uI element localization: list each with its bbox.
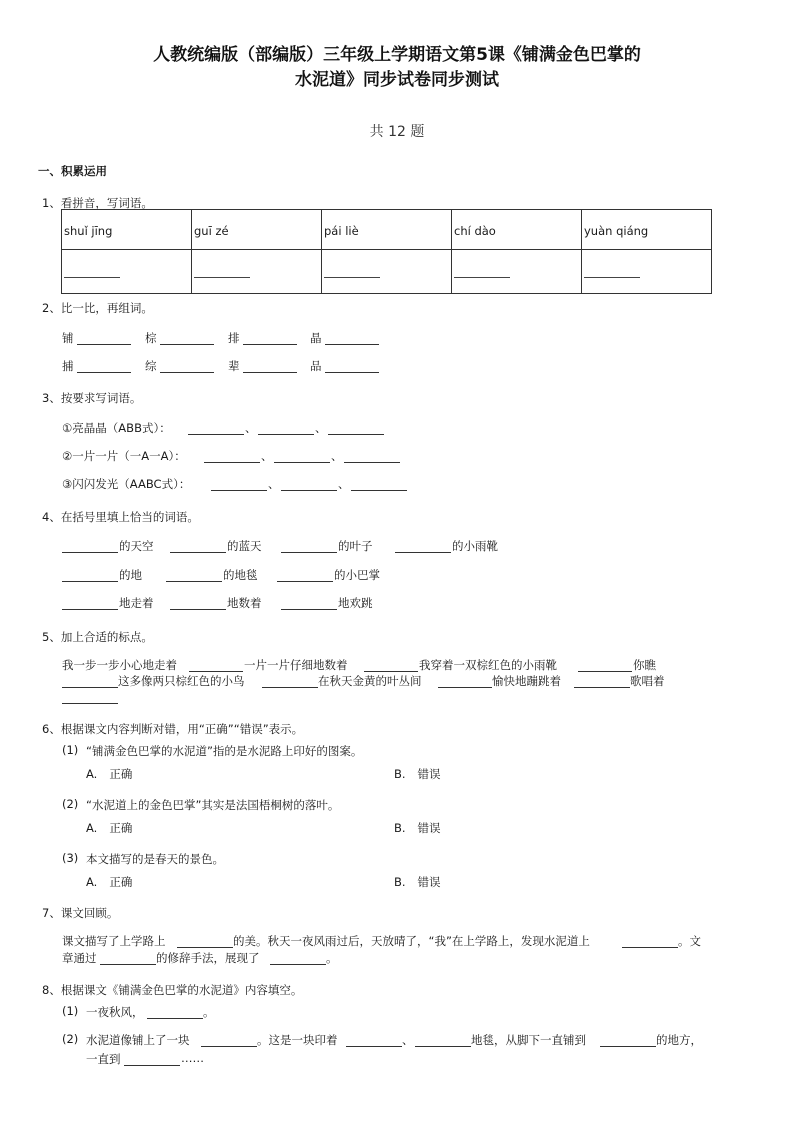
word-form-item: ①亮晶晶（ABB式）： [62,421,171,435]
sub-question-text: “水泥道上的金色巴掌”其实是法国梧桐树的落叶。 [86,798,340,812]
option-a-text: 正确 [109,767,133,781]
answer-blank[interactable] [62,608,118,610]
answer-blank[interactable] [77,343,131,345]
fill-word-suffix: 地欢跳 [338,596,373,610]
word-form-item: ③闪闪发光（AABC式）： [62,477,191,491]
sub-question-number: (2) [62,1032,79,1046]
option-a-text: 正确 [109,875,133,889]
sub-question-number: (1) [62,1004,79,1018]
option-b-label: B. [394,767,406,781]
compare-char: 排 [228,331,240,345]
answer-blank[interactable] [258,433,314,435]
pinyin-cell: yuàn qiáng [582,210,712,250]
option-a-label: A. [86,767,98,781]
answer-blank[interactable] [281,489,337,491]
review-text: 的修辞手法，展现了 [156,951,260,965]
fill-text: 、 [402,1033,414,1047]
question-1-prompt: 1、看拼音，写词语。 [42,196,153,210]
answer-blank[interactable] [77,371,131,373]
answer-blank[interactable] [204,461,260,463]
answer-blank[interactable] [166,580,222,582]
fill-text: 的地方， [656,1033,702,1047]
fill-text: …… [181,1051,204,1065]
separator: 、 [261,449,273,463]
fill-word-suffix: 的叶子 [338,539,373,553]
review-text: 。 [326,951,338,965]
answer-blank[interactable] [188,433,244,435]
pinyin-table [61,209,712,294]
answer-blank[interactable] [346,1045,402,1047]
sub-question-number: (3) [62,851,79,865]
punctuation-text: 我一步一步小心地走着 [62,658,177,672]
answer-cell[interactable] [582,250,712,294]
question-3-prompt: 3、按要求写词语。 [42,391,142,405]
sub-question-text: 本文描写的是春天的景色。 [86,852,224,866]
answer-blank[interactable] [578,670,632,672]
fill-text: 一直到 [86,1052,121,1066]
answer-blank[interactable] [147,1017,203,1019]
answer-blank[interactable] [170,551,226,553]
fill-word-suffix: 的地毯 [223,568,258,582]
option-b-radio[interactable] [394,766,441,782]
question-6-prompt: 6、根据课文内容判断对错，用“正确”“错误”表示。 [42,722,304,736]
answer-blank[interactable] [62,702,118,704]
option-a-radio[interactable] [86,874,132,890]
pinyin-cell: pái liè [322,210,452,250]
separator: 、 [331,449,343,463]
compare-char: 品 [310,359,322,373]
question-7-prompt: 7、课文回顾。 [42,906,119,920]
punctuation-text: 歌唱着 [630,674,665,688]
option-b-label: B. [394,821,406,835]
answer-blank[interactable] [211,489,267,491]
answer-blank[interactable] [100,963,156,965]
compare-char: 铺 [62,331,74,345]
separator: 、 [315,421,327,435]
answer-blank[interactable] [281,608,337,610]
separator: 、 [245,421,257,435]
question-count: 共 12 题 [369,124,425,140]
fill-text: 地毯，从脚下一直铺到 [471,1033,586,1047]
answer-blank[interactable] [262,686,318,688]
word-form-item: ②一片一片（一A一A）： [62,449,186,463]
answer-blank[interactable] [124,1064,180,1066]
option-b-text: 错误 [417,821,441,835]
fill-text: 。 [203,1005,215,1019]
option-b-radio[interactable] [394,874,441,890]
separator: 、 [338,477,350,491]
option-a-radio[interactable] [86,820,132,836]
answer-blank[interactable] [277,580,333,582]
option-b-radio[interactable] [394,820,441,836]
answer-blank[interactable] [270,963,326,965]
answer-blank[interactable] [170,608,226,610]
question-5-prompt: 5、加上合适的标点。 [42,630,153,644]
question-2-prompt: 2、比一比，再组词。 [42,301,153,315]
sub-question-number: (1) [62,743,79,757]
punctuation-text: 一片一片仔细地数着 [244,658,348,672]
answer-cell[interactable] [322,250,452,294]
separator: 、 [268,477,280,491]
punctuation-text: 你瞧 [633,658,656,672]
answer-blank[interactable] [438,686,492,688]
review-text: 章通过 [62,951,97,965]
fill-text: 。这是一块印着 [257,1033,338,1047]
fill-word-suffix: 的小雨靴 [452,539,498,553]
page-title-line1: 人教统编版（部编版）三年级上学期语文第5课《铺满金色巴掌的 [153,45,641,65]
option-b-text: 错误 [417,875,441,889]
fill-word-suffix: 的地 [119,568,142,582]
fill-word-suffix: 的小巴掌 [334,568,380,582]
page-title-line2: 水泥道》同步试卷同步测试 [295,70,499,90]
answer-blank[interactable] [325,343,379,345]
answer-blank[interactable] [364,670,418,672]
answer-cell[interactable] [452,250,582,294]
answer-blank[interactable] [274,461,330,463]
option-a-radio[interactable] [86,766,132,782]
sub-question-text: “铺满金色巴掌的水泥道”指的是水泥路上印好的图案。 [86,744,363,758]
pinyin-cell: guī zé [192,210,322,250]
answer-blank[interactable] [201,1045,257,1047]
answer-blank[interactable] [189,670,243,672]
option-a-label: A. [86,875,98,889]
answer-blank[interactable] [328,433,384,435]
fill-word-suffix: 地数着 [227,596,262,610]
answer-blank[interactable] [415,1045,471,1047]
option-b-label: B. [394,875,406,889]
option-a-text: 正确 [109,821,133,835]
answer-cell[interactable] [62,250,192,294]
compare-char: 捕 [62,359,74,373]
punctuation-text: 愉快地蹦跳着 [492,674,561,688]
section-heading: 一、积累运用 [38,164,107,178]
answer-blank[interactable] [177,946,233,948]
punctuation-text: 这多像两只棕红色的小鸟 [118,674,245,688]
answer-blank[interactable] [574,686,630,688]
answer-blank[interactable] [243,371,297,373]
answer-blank[interactable] [281,551,337,553]
fill-word-suffix: 的天空 [119,539,154,553]
answer-blank[interactable] [325,371,379,373]
compare-char: 晶 [310,331,322,345]
answer-blank[interactable] [243,343,297,345]
review-text: 。文 [678,934,701,948]
compare-char: 综 [145,359,157,373]
answer-blank[interactable] [622,946,678,948]
fill-word-suffix: 的蓝天 [227,539,262,553]
pinyin-cell: chí dào [452,210,582,250]
answer-cell[interactable] [192,250,322,294]
question-4-prompt: 4、在括号里填上恰当的词语。 [42,510,199,524]
answer-blank[interactable] [62,551,118,553]
punctuation-text: 我穿着一双棕红色的小雨靴 [419,658,557,672]
answer-blank[interactable] [600,1045,656,1047]
fill-word-suffix: 地走着 [119,596,154,610]
answer-blank[interactable] [160,343,214,345]
sub-question-number: (2) [62,797,79,811]
answer-blank[interactable] [395,551,451,553]
fill-text: 水泥道像铺上了一块 [86,1033,190,1047]
answer-blank[interactable] [62,686,118,688]
fill-text: 一夜秋风， [86,1005,144,1019]
punctuation-text: 在秋天金黄的叶丛间 [318,674,422,688]
answer-blank[interactable] [160,371,214,373]
answer-blank[interactable] [62,580,118,582]
option-b-text: 错误 [417,767,441,781]
compare-char: 棕 [145,331,157,345]
compare-char: 辈 [228,359,240,373]
option-a-label: A. [86,821,98,835]
answer-blank[interactable] [344,461,400,463]
pinyin-cell: shuǐ jīng [62,210,192,250]
review-text: 课文描写了上学路上 [62,934,166,948]
review-text: 的美。秋天一夜风雨过后，天放晴了，“我”在上学路上，发现水泥道上 [233,934,590,948]
answer-blank[interactable] [351,489,407,491]
question-8-prompt: 8、根据课文《铺满金色巴掌的水泥道》内容填空。 [42,983,303,997]
